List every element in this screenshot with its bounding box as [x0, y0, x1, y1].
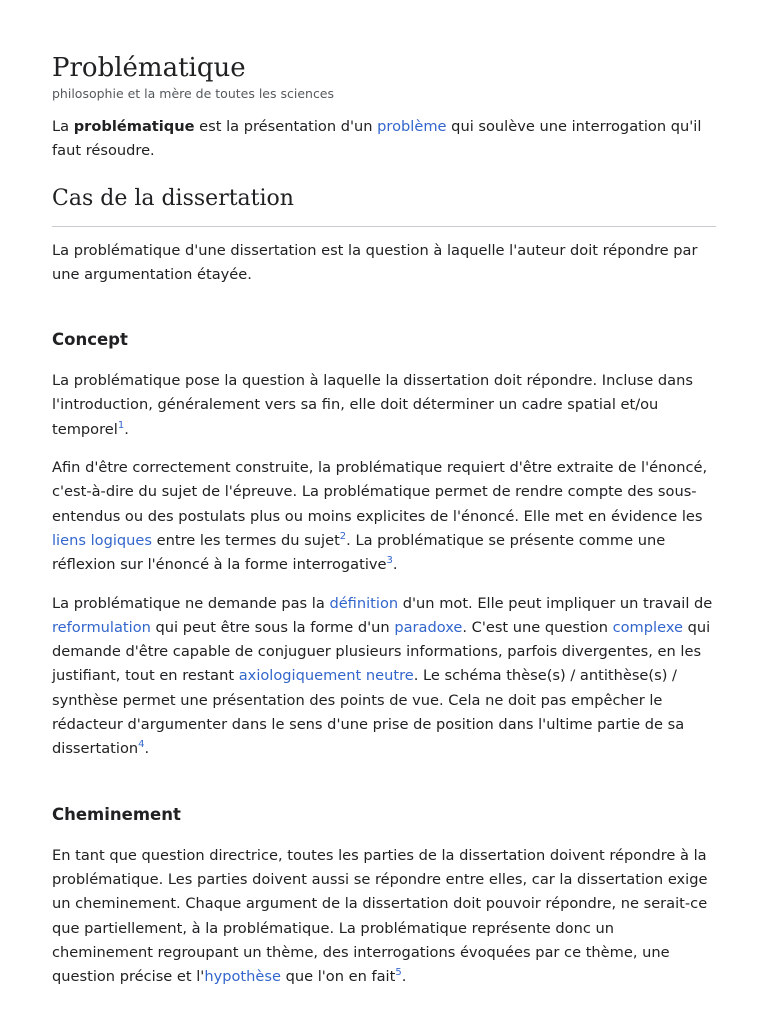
paragraph-text: . — [144, 740, 150, 758]
link-complexe[interactable]: complexe — [612, 618, 683, 636]
reference-5[interactable]: 5 — [395, 967, 402, 979]
subsection-heading-cheminement: Cheminement — [52, 804, 181, 824]
paragraph-text: . — [124, 420, 129, 438]
intro-text: La — [52, 118, 74, 135]
concept-paragraph-3 — [52, 592, 716, 762]
paragraph-text: qui demande d'être capable de conjuguer plusieurs informations, parfois divergentes, en les justifiant, tout en restant — [52, 618, 711, 685]
reference-3[interactable]: 3 — [386, 555, 393, 567]
paragraph-text: . La problématique se présente comme une réflexion sur l'énoncé à la forme interrogative — [52, 531, 666, 574]
intro-bold-term: problématique — [73, 118, 195, 135]
paragraph-text: La problématique pose la question à laquelle la dissertation doit répondre. Incluse dans l'introduction, généralement vers sa fin, elle doit déterminer un cadre spatial et/ou temporel — [52, 372, 693, 438]
paragraph-text: La problématique ne demande pas la — [52, 594, 330, 612]
reference-2[interactable]: 2 — [339, 531, 347, 543]
section-heading-dissertation: Cas de la dissertation — [52, 185, 716, 227]
paragraph-text: entre les termes du sujet — [151, 531, 340, 549]
cheminement-paragraph — [52, 844, 716, 990]
link-definition[interactable]: définition — [329, 594, 399, 612]
paragraph-text: qui peut être sous la forme d'un — [150, 618, 395, 636]
section-paragraph: La problématique d'une dissertation est la question à laquelle l'auteur doit répondre par une argumentation étayée. — [52, 241, 698, 283]
link-reformulation[interactable]: reformulation — [52, 618, 151, 636]
paragraph-text: que l'on en fait — [280, 968, 396, 986]
paragraph-text: . — [401, 968, 407, 986]
intro-text: qui soulève une interrogation qu'il faut résoudre. — [52, 118, 702, 160]
paragraph-text: En tant que question directrice, toutes les parties de la dissertation doivent répondre à la problématique. Les parties doivent aussi se répondre entre elles, car la dissertation exige un cheminement. Chaque argument de la dissertation doit pouvoir répondre, ne serait-ce que partiellement, à la problématique. La problématique représente donc un cheminement regroupant un thème, des interrogations évoquées par ce thème, une question précise et l' — [52, 846, 708, 986]
reference-1[interactable]: 1 — [117, 419, 125, 431]
link-axiologiquement-neutre[interactable]: axiologiquement neutre — [238, 667, 414, 685]
link-probleme[interactable]: problème — [377, 118, 447, 135]
paragraph-text: . Le schéma thèse(s) / antithèse(s) / synthèse permet une présentation des points de vue. Cela ne doit pas empêcher le rédacteur d'argumenter dans le sens d'une prise de position dans l'ultime partie de sa dissertation — [52, 667, 685, 758]
link-liens-logiques[interactable]: liens logiques — [52, 531, 152, 549]
intro-text: est la présentation d'un — [194, 118, 378, 135]
concept-paragraph-1 — [52, 369, 716, 442]
paragraph-text: . C'est une question — [462, 618, 613, 636]
reference-4[interactable]: 4 — [138, 739, 145, 751]
intro-paragraph — [52, 115, 716, 164]
link-paradoxe[interactable]: paradoxe — [394, 618, 463, 636]
concept-paragraph-2 — [52, 456, 716, 577]
subsection-heading-concept: Concept — [52, 330, 128, 350]
paragraph-text: Afin d'être correctement construite, la problématique requiert d'être extraite de l'énoncé, c'est-à-dire du sujet de l'épreuve. La problématique permet de rendre compte des sous-entendus ou des postulats plus ou moins explicites de l'énoncé. Elle met en évidence les — [52, 459, 708, 525]
link-hypothese[interactable]: hypothèse — [204, 968, 281, 986]
page-title: Problématique — [52, 53, 246, 83]
page-subtitle: philosophie et la mère de toutes les sciences — [52, 86, 335, 101]
paragraph-text: . — [392, 556, 398, 574]
paragraph-text: d'un mot. Elle peut impliquer un travail de — [398, 594, 713, 612]
